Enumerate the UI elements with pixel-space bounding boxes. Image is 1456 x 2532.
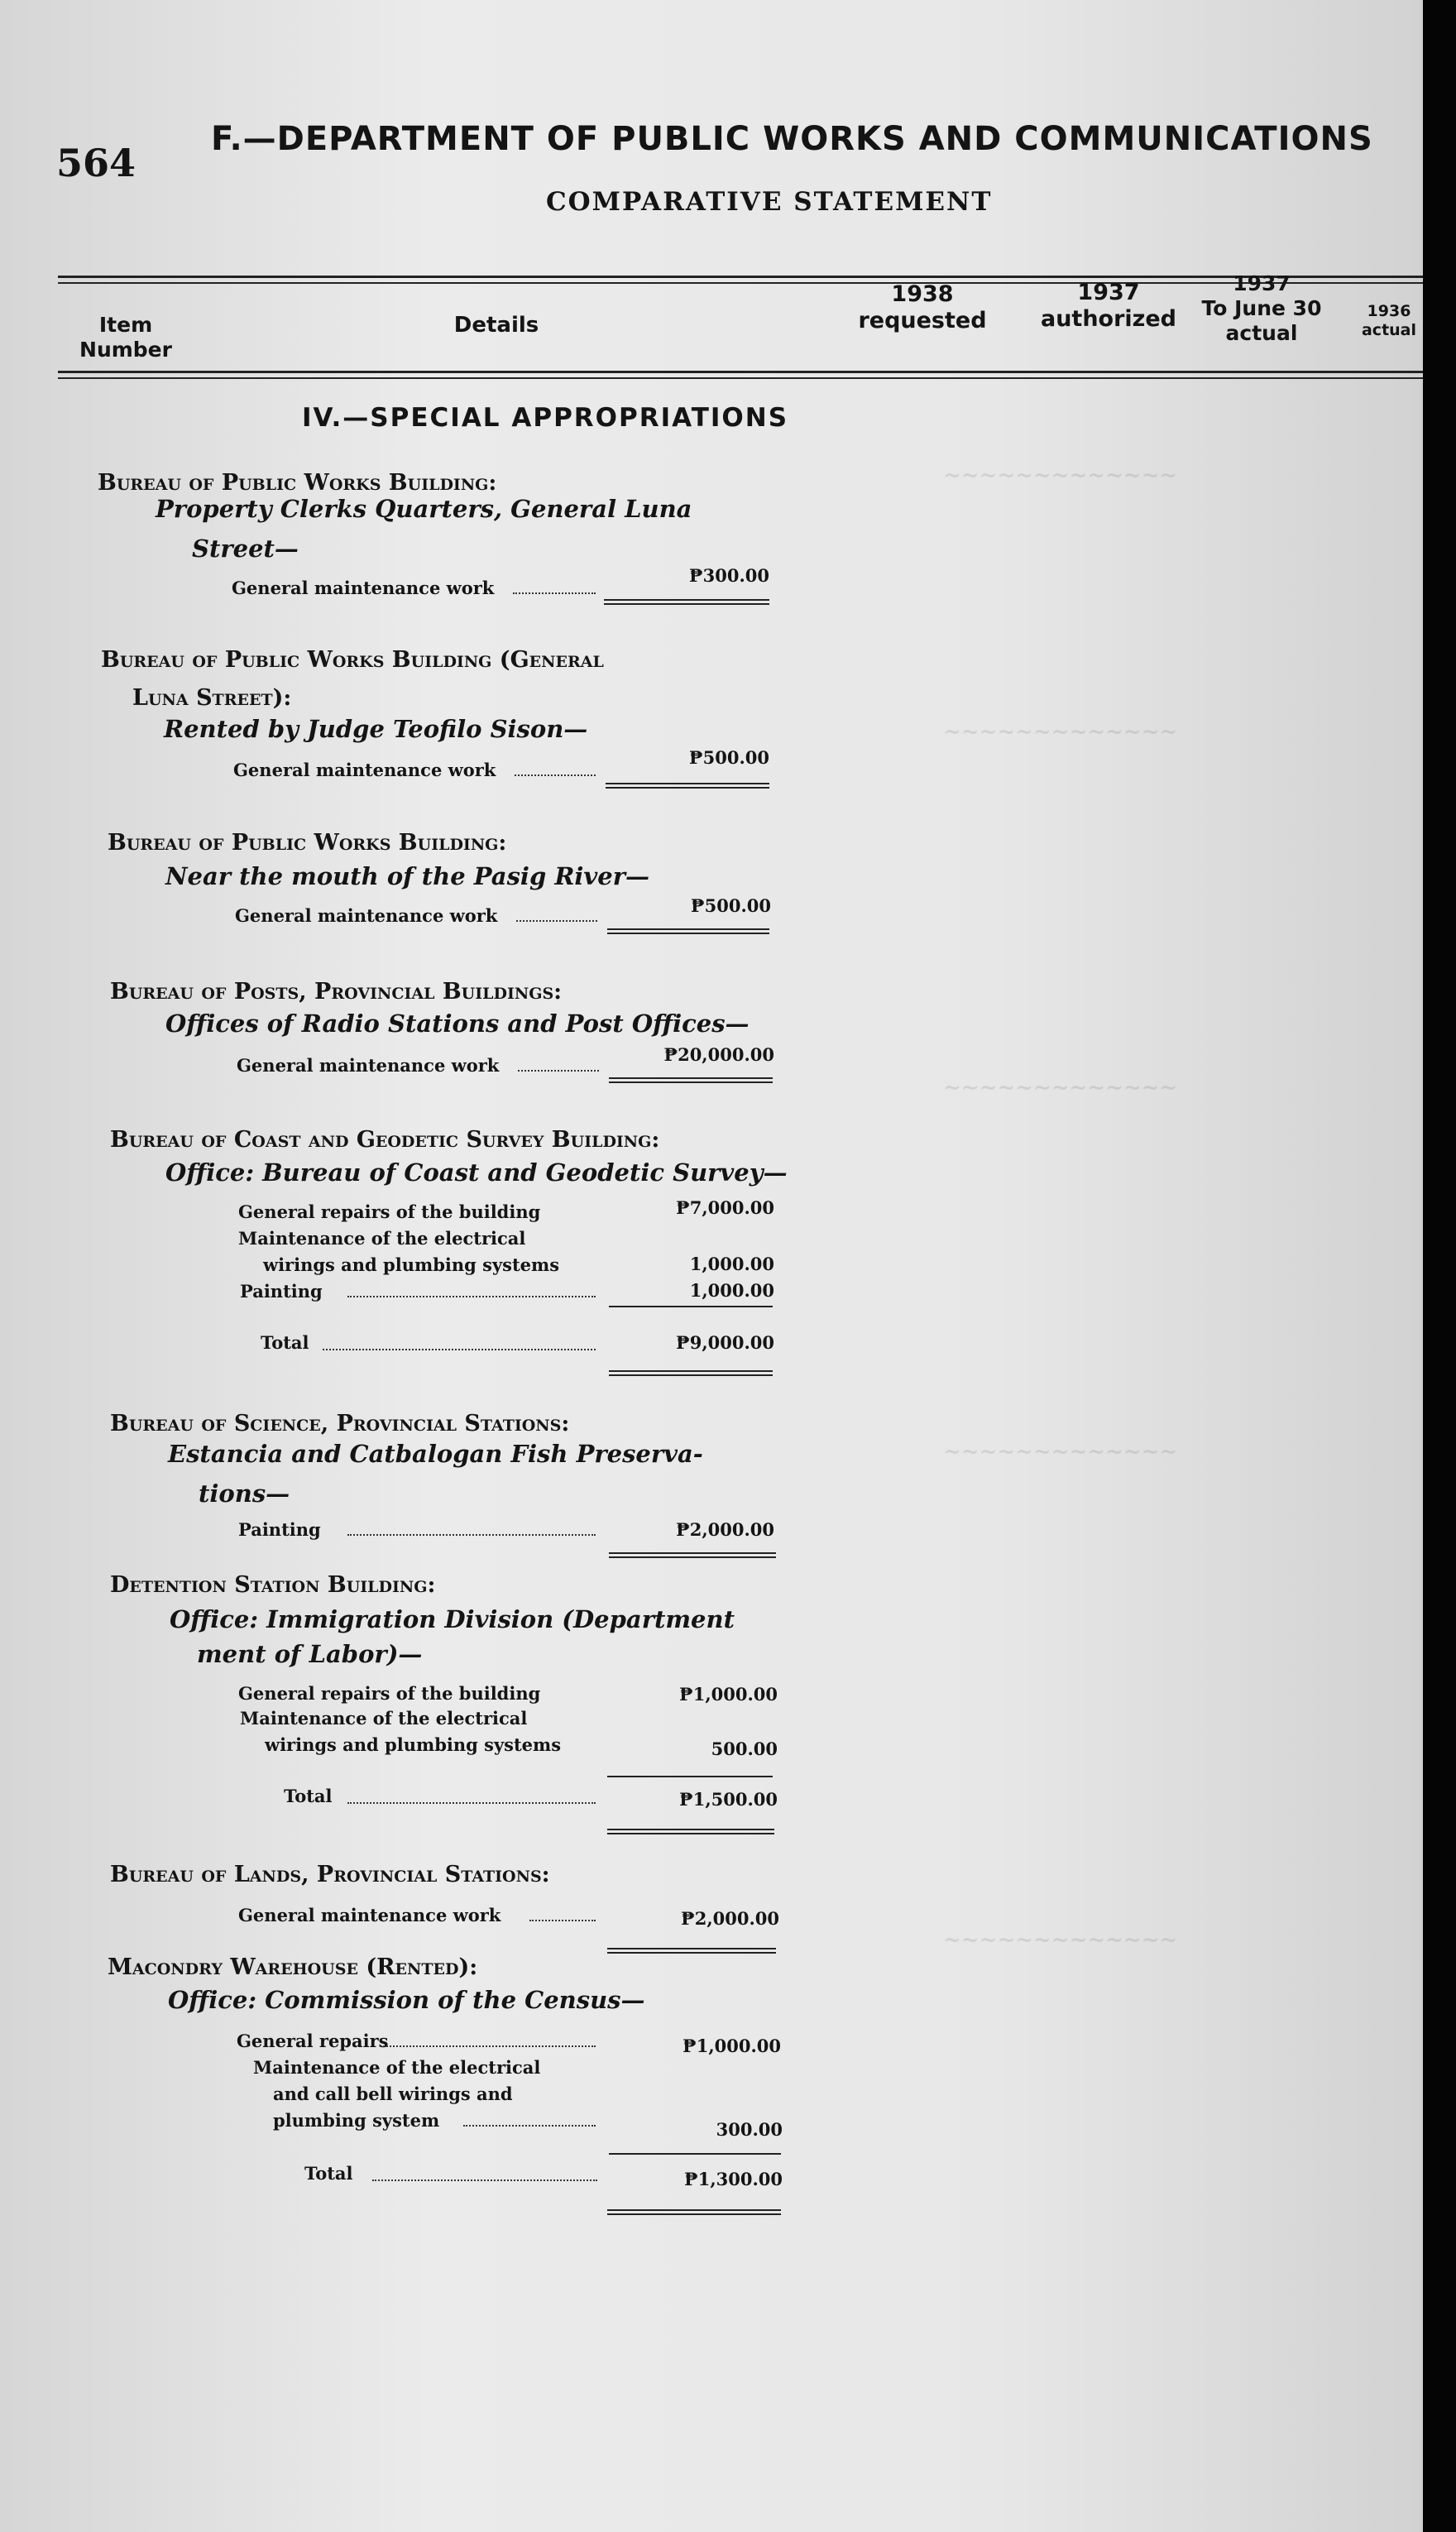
- line-label: wirings and plumbing systems: [263, 1254, 560, 1275]
- leader-dots: [347, 1296, 596, 1297]
- table-head-bottom-rule: [58, 371, 1423, 373]
- line-amount: ₱2,000.00: [681, 1908, 779, 1929]
- line-label: General repairs of the building: [238, 1201, 541, 1222]
- line-amount: 1,000.00: [689, 1254, 774, 1274]
- subtotal-rule: [607, 1776, 773, 1777]
- leader-dots: [323, 1349, 596, 1350]
- entry-office: ment of Labor)—: [197, 1640, 423, 1668]
- entry-heading: Bureau of Lands, Provincial Stations:: [110, 1862, 550, 1887]
- line-amount: ₱1,000.00: [679, 1684, 778, 1705]
- line-amount: ₱1,000.00: [682, 2036, 781, 2056]
- line-amount: ₱20,000.00: [663, 1044, 774, 1065]
- col-1936-actual-year: 1936: [1367, 302, 1411, 320]
- entry-office: Near the mouth of the Pasig River—: [165, 862, 650, 890]
- entry-office: Offices of Radio Stations and Post Offices—: [165, 1009, 750, 1038]
- line-amount: ₱2,000.00: [676, 1519, 774, 1540]
- page-number: 564: [56, 141, 136, 185]
- line-label: Painting: [238, 1519, 321, 1540]
- col-item-number-line1: Item: [98, 313, 153, 337]
- col-1936-actual-label: actual: [1361, 320, 1417, 339]
- line-amount: ₱7,000.00: [676, 1197, 774, 1218]
- entry-heading: Bureau of Coast and Geodetic Survey Building:: [110, 1127, 660, 1153]
- line-amount: ₱500.00: [691, 895, 771, 916]
- col-details: Details: [453, 313, 539, 338]
- line-label: wirings and plumbing systems: [265, 1734, 562, 1755]
- leader-dots: [513, 592, 596, 594]
- entry-heading: Detention Station Building:: [110, 1572, 436, 1598]
- double-rule: [604, 599, 769, 605]
- section-title: IV.—SPECIAL APPROPRIATIONS: [302, 403, 789, 433]
- col-1937-actual-period: To June 30: [1201, 296, 1322, 320]
- page-title: F.—DEPARTMENT OF PUBLIC WORKS AND COMMUNICATIONS: [211, 120, 1373, 158]
- line-label: Maintenance of the electrical: [238, 1228, 526, 1249]
- total-amount: ₱1,300.00: [684, 2169, 783, 2189]
- col-1937-authorized: [1030, 280, 1187, 333]
- bleed-through: ~~~~~~~~~~~~~: [943, 1928, 1178, 1953]
- col-item-number: [60, 313, 192, 362]
- line-label: Maintenance of the electrical: [253, 2057, 541, 2078]
- line-label: General maintenance work: [232, 578, 495, 598]
- col-1938-requested-label: requested: [858, 308, 987, 334]
- entry-heading: Bureau of Public Works Building (General: [101, 647, 604, 673]
- col-1937-authorized-label: authorized: [1040, 306, 1177, 333]
- double-rule: [607, 928, 769, 934]
- line-amount: 300.00: [716, 2119, 783, 2140]
- leader-dots: [381, 2045, 596, 2047]
- double-rule: [607, 1948, 776, 1954]
- leader-dots: [347, 1534, 596, 1536]
- double-rule: [607, 2209, 781, 2215]
- double-rule: [607, 1829, 774, 1834]
- double-rule: [609, 1077, 773, 1083]
- statement-subtitle: COMPARATIVE STATEMENT: [546, 187, 993, 217]
- leader-dots: [529, 1920, 596, 1921]
- double-rule: [609, 1370, 773, 1376]
- line-label: General repairs: [237, 2031, 389, 2051]
- table-head-bottom-rule-2: [58, 377, 1423, 379]
- col-item-number-line2: Number: [79, 338, 172, 362]
- line-amount: 1,000.00: [689, 1280, 774, 1301]
- total-amount: ₱1,500.00: [679, 1789, 778, 1810]
- entry-office: Rented by Judge Teofilo Sison—: [164, 715, 588, 743]
- leader-dots: [372, 2180, 597, 2181]
- col-1937-actual-year: 1937: [1233, 271, 1291, 295]
- entry-heading: Bureau of Science, Provincial Stations:: [110, 1411, 570, 1436]
- total-amount: ₱9,000.00: [676, 1332, 774, 1353]
- entry-office: Office: Commission of the Census—: [168, 1986, 645, 2014]
- double-rule: [609, 1552, 776, 1558]
- entry-heading: Bureau of Public Works Building:: [108, 830, 507, 856]
- entry-office: Estancia and Catbalogan Fish Preserva-: [168, 1440, 703, 1468]
- bleed-through: ~~~~~~~~~~~~~: [943, 720, 1178, 745]
- leader-dots: [518, 1070, 599, 1072]
- total-label: Total: [261, 1332, 309, 1353]
- entry-heading: Bureau of Public Works Building:: [98, 470, 497, 496]
- double-rule: [606, 783, 769, 789]
- bleed-through: ~~~~~~~~~~~~~: [943, 463, 1178, 488]
- entry-heading: Luna Street):: [132, 685, 292, 711]
- line-label: General maintenance work: [233, 760, 496, 780]
- line-label: General maintenance work: [235, 905, 498, 926]
- line-amount: ₱300.00: [689, 565, 769, 586]
- bleed-through: ~~~~~~~~~~~~~: [943, 1440, 1178, 1465]
- total-label: Total: [284, 1786, 333, 1806]
- col-1937-authorized-year: 1937: [1077, 280, 1140, 305]
- entry-heading: Bureau of Posts, Provincial Buildings:: [110, 979, 563, 1005]
- line-amount: 500.00: [711, 1738, 778, 1759]
- leader-dots: [515, 774, 596, 776]
- entry-heading: Macondry Warehouse (Rented):: [108, 1954, 478, 1980]
- entry-office: Property Clerks Quarters, General Luna: [156, 495, 692, 523]
- entry-office: Street—: [192, 535, 299, 563]
- col-1938-requested-year: 1938: [891, 281, 954, 307]
- line-label: Maintenance of the electrical: [240, 1708, 528, 1729]
- subtotal-rule: [609, 1306, 773, 1307]
- subtotal-rule: [609, 2153, 781, 2155]
- total-label: Total: [304, 2163, 353, 2184]
- line-label: General repairs of the building: [238, 1683, 541, 1704]
- line-label: General maintenance work: [238, 1905, 501, 1925]
- col-1936-actual: [1357, 302, 1421, 340]
- line-amount: ₱500.00: [689, 747, 769, 768]
- line-label: plumbing system: [273, 2110, 440, 2131]
- scan-edge: [1423, 0, 1456, 2532]
- line-label: General maintenance work: [237, 1055, 500, 1076]
- entry-office: Office: Immigration Division (Department: [170, 1605, 735, 1633]
- line-label: Painting: [240, 1281, 323, 1302]
- leader-dots: [516, 920, 597, 922]
- leader-dots: [347, 1802, 596, 1804]
- entry-office: Office: Bureau of Coast and Geodetic Survey—: [165, 1158, 788, 1187]
- col-1937-actual-label: actual: [1225, 321, 1298, 345]
- col-1938-requested: [848, 281, 997, 335]
- entry-office: tions—: [199, 1479, 290, 1508]
- bleed-through: ~~~~~~~~~~~~~: [943, 1076, 1178, 1101]
- leader-dots: [463, 2125, 596, 2127]
- line-label: and call bell wirings and: [273, 2084, 513, 2104]
- col-1937-actual: [1191, 271, 1332, 346]
